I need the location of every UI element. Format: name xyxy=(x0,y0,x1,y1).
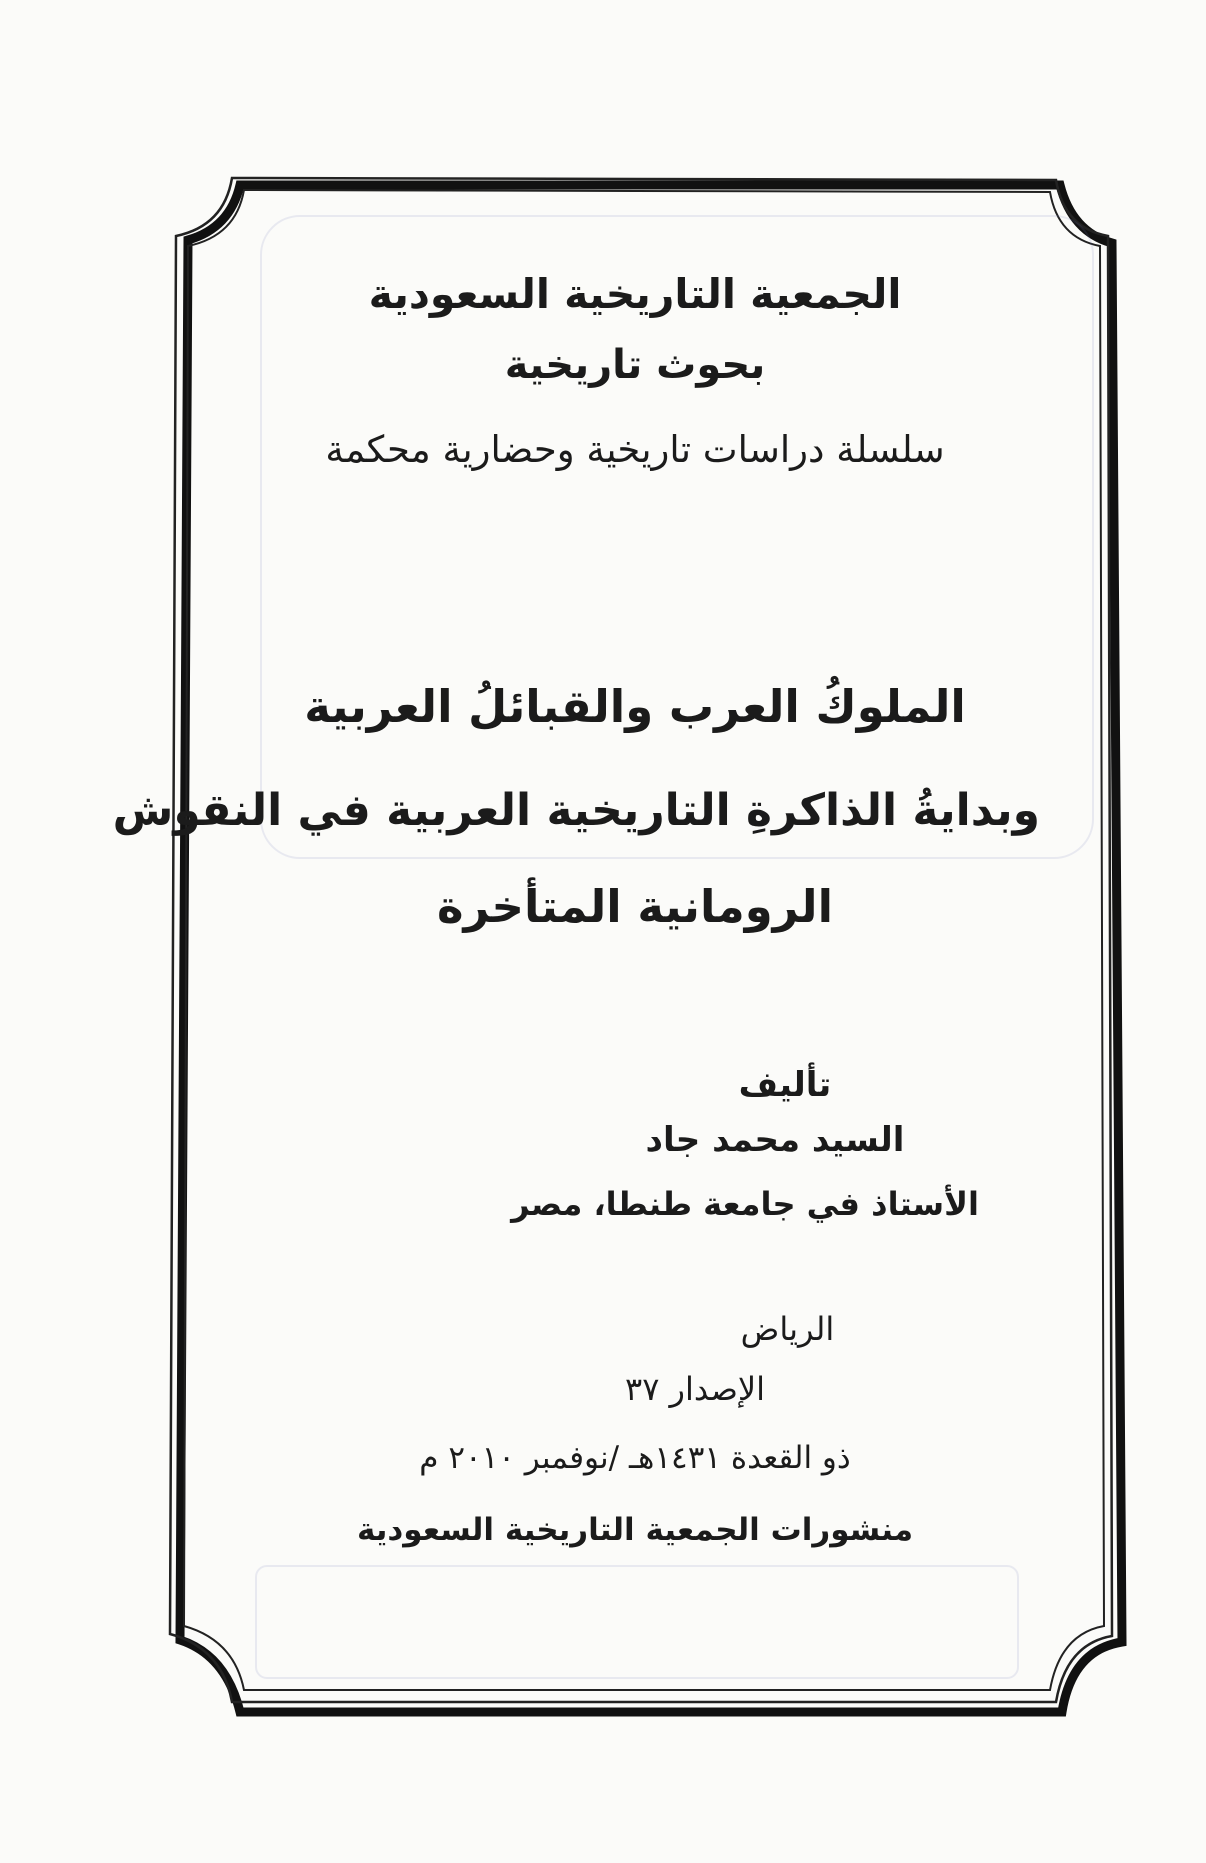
title-page-content xyxy=(112,250,1040,1580)
society-name: الجمعية التاريخية السعودية xyxy=(368,270,902,318)
author-affiliation: الأستاذ في جامعة طنطا، مصر xyxy=(511,1185,979,1223)
book-title-line-1: الملوكُ العرب والقبائلُ العربية xyxy=(304,680,966,733)
publisher: منشورات الجمعية التاريخية السعودية xyxy=(356,1512,914,1548)
book-title-line-3: الرومانية المتأخرة xyxy=(436,880,833,933)
issue-number: الإصدار ٣٧ xyxy=(625,1370,765,1408)
series-description: سلسلة دراسات تاريخية وحضارية محكمة xyxy=(325,428,945,471)
authorship-label: تأليف xyxy=(738,1065,832,1105)
book-title-line-2: وبدايةُ الذاكرةِ التاريخية العربية في النقوش xyxy=(112,785,1040,836)
publication-date: ذو القعدة ١٤٣١هـ /نوفمبر ٢٠١٠ م xyxy=(419,1440,851,1476)
author-name: السيد محمد جاد xyxy=(645,1120,905,1160)
publication-place: الرياض xyxy=(740,1310,835,1348)
faint-stamp-outline-lower xyxy=(255,1565,1019,1679)
series-name: بحوث تاريخية xyxy=(504,342,766,388)
